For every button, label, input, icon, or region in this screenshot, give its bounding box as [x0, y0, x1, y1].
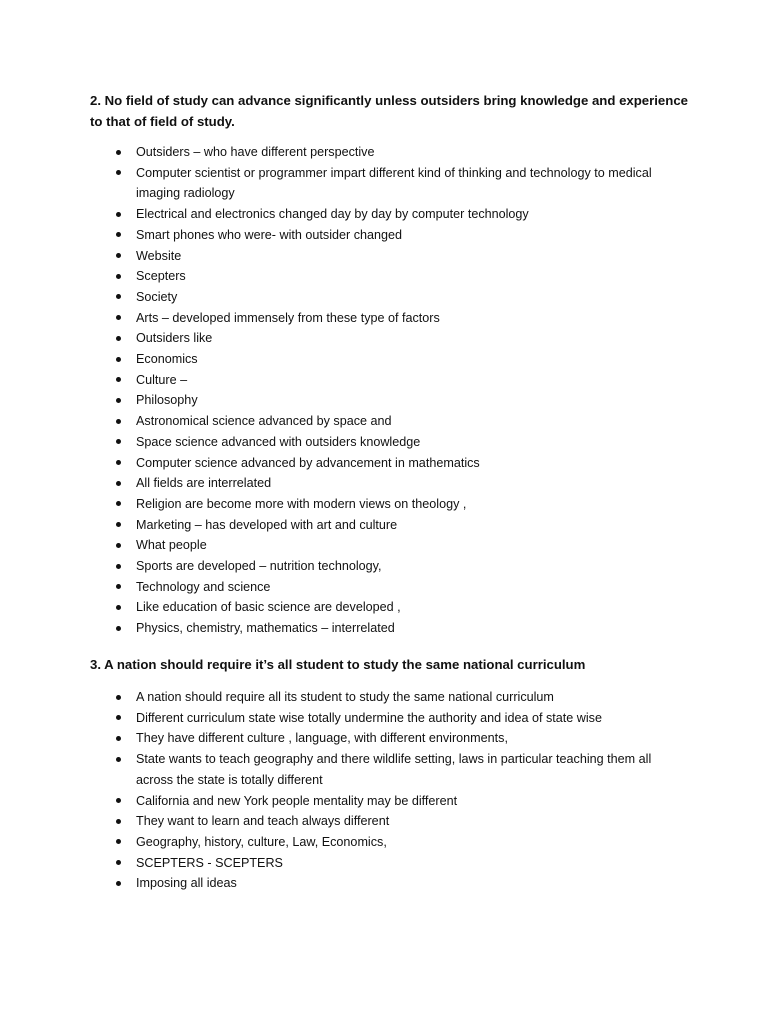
list-item	[90, 556, 684, 577]
list-item	[90, 494, 684, 515]
bullet-icon	[116, 543, 121, 548]
list-item	[90, 687, 684, 708]
list-item-text: Computer science advanced by advancement in mathematics	[136, 455, 480, 470]
list-item	[90, 791, 684, 812]
list-item	[90, 390, 684, 411]
list-item	[90, 473, 684, 494]
question-3-heading: 3. A nation should require it’s all student to study the same national curriculum	[90, 657, 586, 672]
bullet-icon	[116, 881, 121, 886]
bullet-icon	[116, 564, 121, 569]
list-item	[90, 597, 684, 618]
bullet-icon	[116, 626, 121, 631]
list-item-text: Electrical and electronics changed day by day by computer technology	[136, 207, 529, 222]
bullet-icon	[116, 398, 121, 403]
list-item-text: State wants to teach geography and there wildlife setting, laws in particular teaching them all across the state is totally different	[136, 752, 652, 787]
bullet-icon	[116, 377, 121, 382]
bullet-icon	[116, 419, 121, 424]
list-item-text: Website	[136, 248, 182, 263]
list-item	[90, 411, 684, 432]
bullet-icon	[116, 715, 121, 720]
list-item	[90, 308, 684, 329]
question-3-bullet-list	[90, 687, 690, 894]
bullet-icon	[116, 212, 121, 217]
list-item	[90, 749, 684, 790]
question-2-section	[90, 90, 690, 639]
list-item	[90, 618, 684, 639]
bullet-icon	[116, 150, 121, 155]
bullet-icon	[116, 439, 121, 444]
list-item-text: What people	[136, 538, 207, 553]
list-item	[90, 853, 684, 874]
bullet-icon	[116, 522, 121, 527]
list-item-text: Marketing – has developed with art and culture	[136, 517, 398, 532]
list-item	[90, 515, 684, 536]
list-item-text: Arts – developed immensely from these type of factors	[136, 310, 440, 325]
list-item	[90, 535, 684, 556]
bullet-icon	[116, 253, 121, 258]
list-item	[90, 708, 684, 729]
list-item-text: Computer scientist or programmer impart different kind of thinking and technology to medical imaging radiology	[136, 165, 652, 201]
bullet-icon	[116, 605, 121, 610]
list-item-text: Different curriculum state wise totally undermine the authority and idea of state wise	[136, 710, 602, 725]
list-item	[90, 873, 684, 894]
list-item	[90, 728, 684, 749]
bullet-icon	[116, 839, 121, 844]
list-item-text: Space science advanced with outsiders knowledge	[136, 434, 421, 449]
list-item-text: A nation should require all its student to study the same national curriculum	[136, 690, 554, 704]
bullet-icon	[116, 736, 121, 741]
bullet-icon	[116, 315, 121, 320]
list-item-text: Philosophy	[136, 393, 198, 408]
list-item-text: Geography, history, culture, Law, Economics,	[136, 834, 387, 849]
list-item-text: California and new York people mentality may be different	[136, 793, 458, 808]
list-item	[90, 246, 684, 267]
bullet-icon	[116, 584, 121, 589]
bullet-icon	[116, 232, 121, 237]
list-item	[90, 266, 684, 287]
list-item-text: Astronomical science advanced by space and	[136, 414, 392, 429]
bullet-icon	[116, 357, 121, 362]
list-item	[90, 432, 684, 453]
list-item-text: Religion are become more with modern views on theology ,	[136, 496, 467, 511]
list-item-text: Scepters	[136, 269, 186, 284]
list-item-text: Society	[136, 289, 178, 304]
bullet-icon	[116, 501, 121, 506]
list-item-text: Outsiders like	[136, 331, 213, 346]
list-item-text: Culture –	[136, 372, 188, 387]
list-item	[90, 287, 684, 308]
list-item	[90, 204, 684, 225]
bullet-icon	[116, 695, 121, 700]
question-2-heading: 2. No field of study can advance significantly unless outsiders bring knowledge and experience to that of field of study.	[90, 93, 688, 129]
list-item-text: Like education of basic science are developed ,	[136, 600, 401, 615]
list-item-text: Physics, chemistry, mathematics – interrelated	[136, 621, 395, 636]
list-item	[90, 349, 684, 370]
bullet-icon	[116, 860, 121, 865]
list-item	[90, 453, 684, 474]
list-item	[90, 328, 684, 349]
bullet-icon	[116, 460, 121, 465]
bullet-icon	[116, 819, 121, 824]
list-item	[90, 811, 684, 832]
list-item-text: All fields are interrelated	[136, 476, 272, 491]
bullet-icon	[116, 274, 121, 279]
bullet-icon	[116, 336, 121, 341]
list-item-text: Imposing all ideas	[136, 876, 237, 891]
list-item	[90, 225, 684, 246]
list-item-text: They have different culture , language, with different environments,	[136, 731, 508, 746]
list-item-text: Sports are developed – nutrition technology,	[136, 559, 382, 574]
bullet-icon	[116, 757, 121, 762]
question-3-section	[90, 654, 690, 894]
bullet-icon	[116, 170, 121, 175]
list-item	[90, 142, 684, 163]
question-2-bullet-list	[90, 142, 690, 639]
list-item-text: Economics	[136, 352, 198, 367]
bullet-icon	[116, 294, 121, 299]
bullet-icon	[116, 481, 121, 486]
list-item-text: Technology and science	[136, 579, 271, 594]
list-item-text: Smart phones who were- with outsider changed	[136, 227, 403, 242]
list-item	[90, 832, 684, 853]
list-item	[90, 163, 684, 204]
list-item	[90, 370, 684, 391]
list-item-text: Outsiders – who have different perspective	[136, 145, 375, 159]
list-item	[90, 577, 684, 598]
list-item-text: SCEPTERS - SCEPTERS	[136, 855, 283, 870]
list-item-text: They want to learn and teach always different	[136, 814, 390, 829]
bullet-icon	[116, 798, 121, 803]
